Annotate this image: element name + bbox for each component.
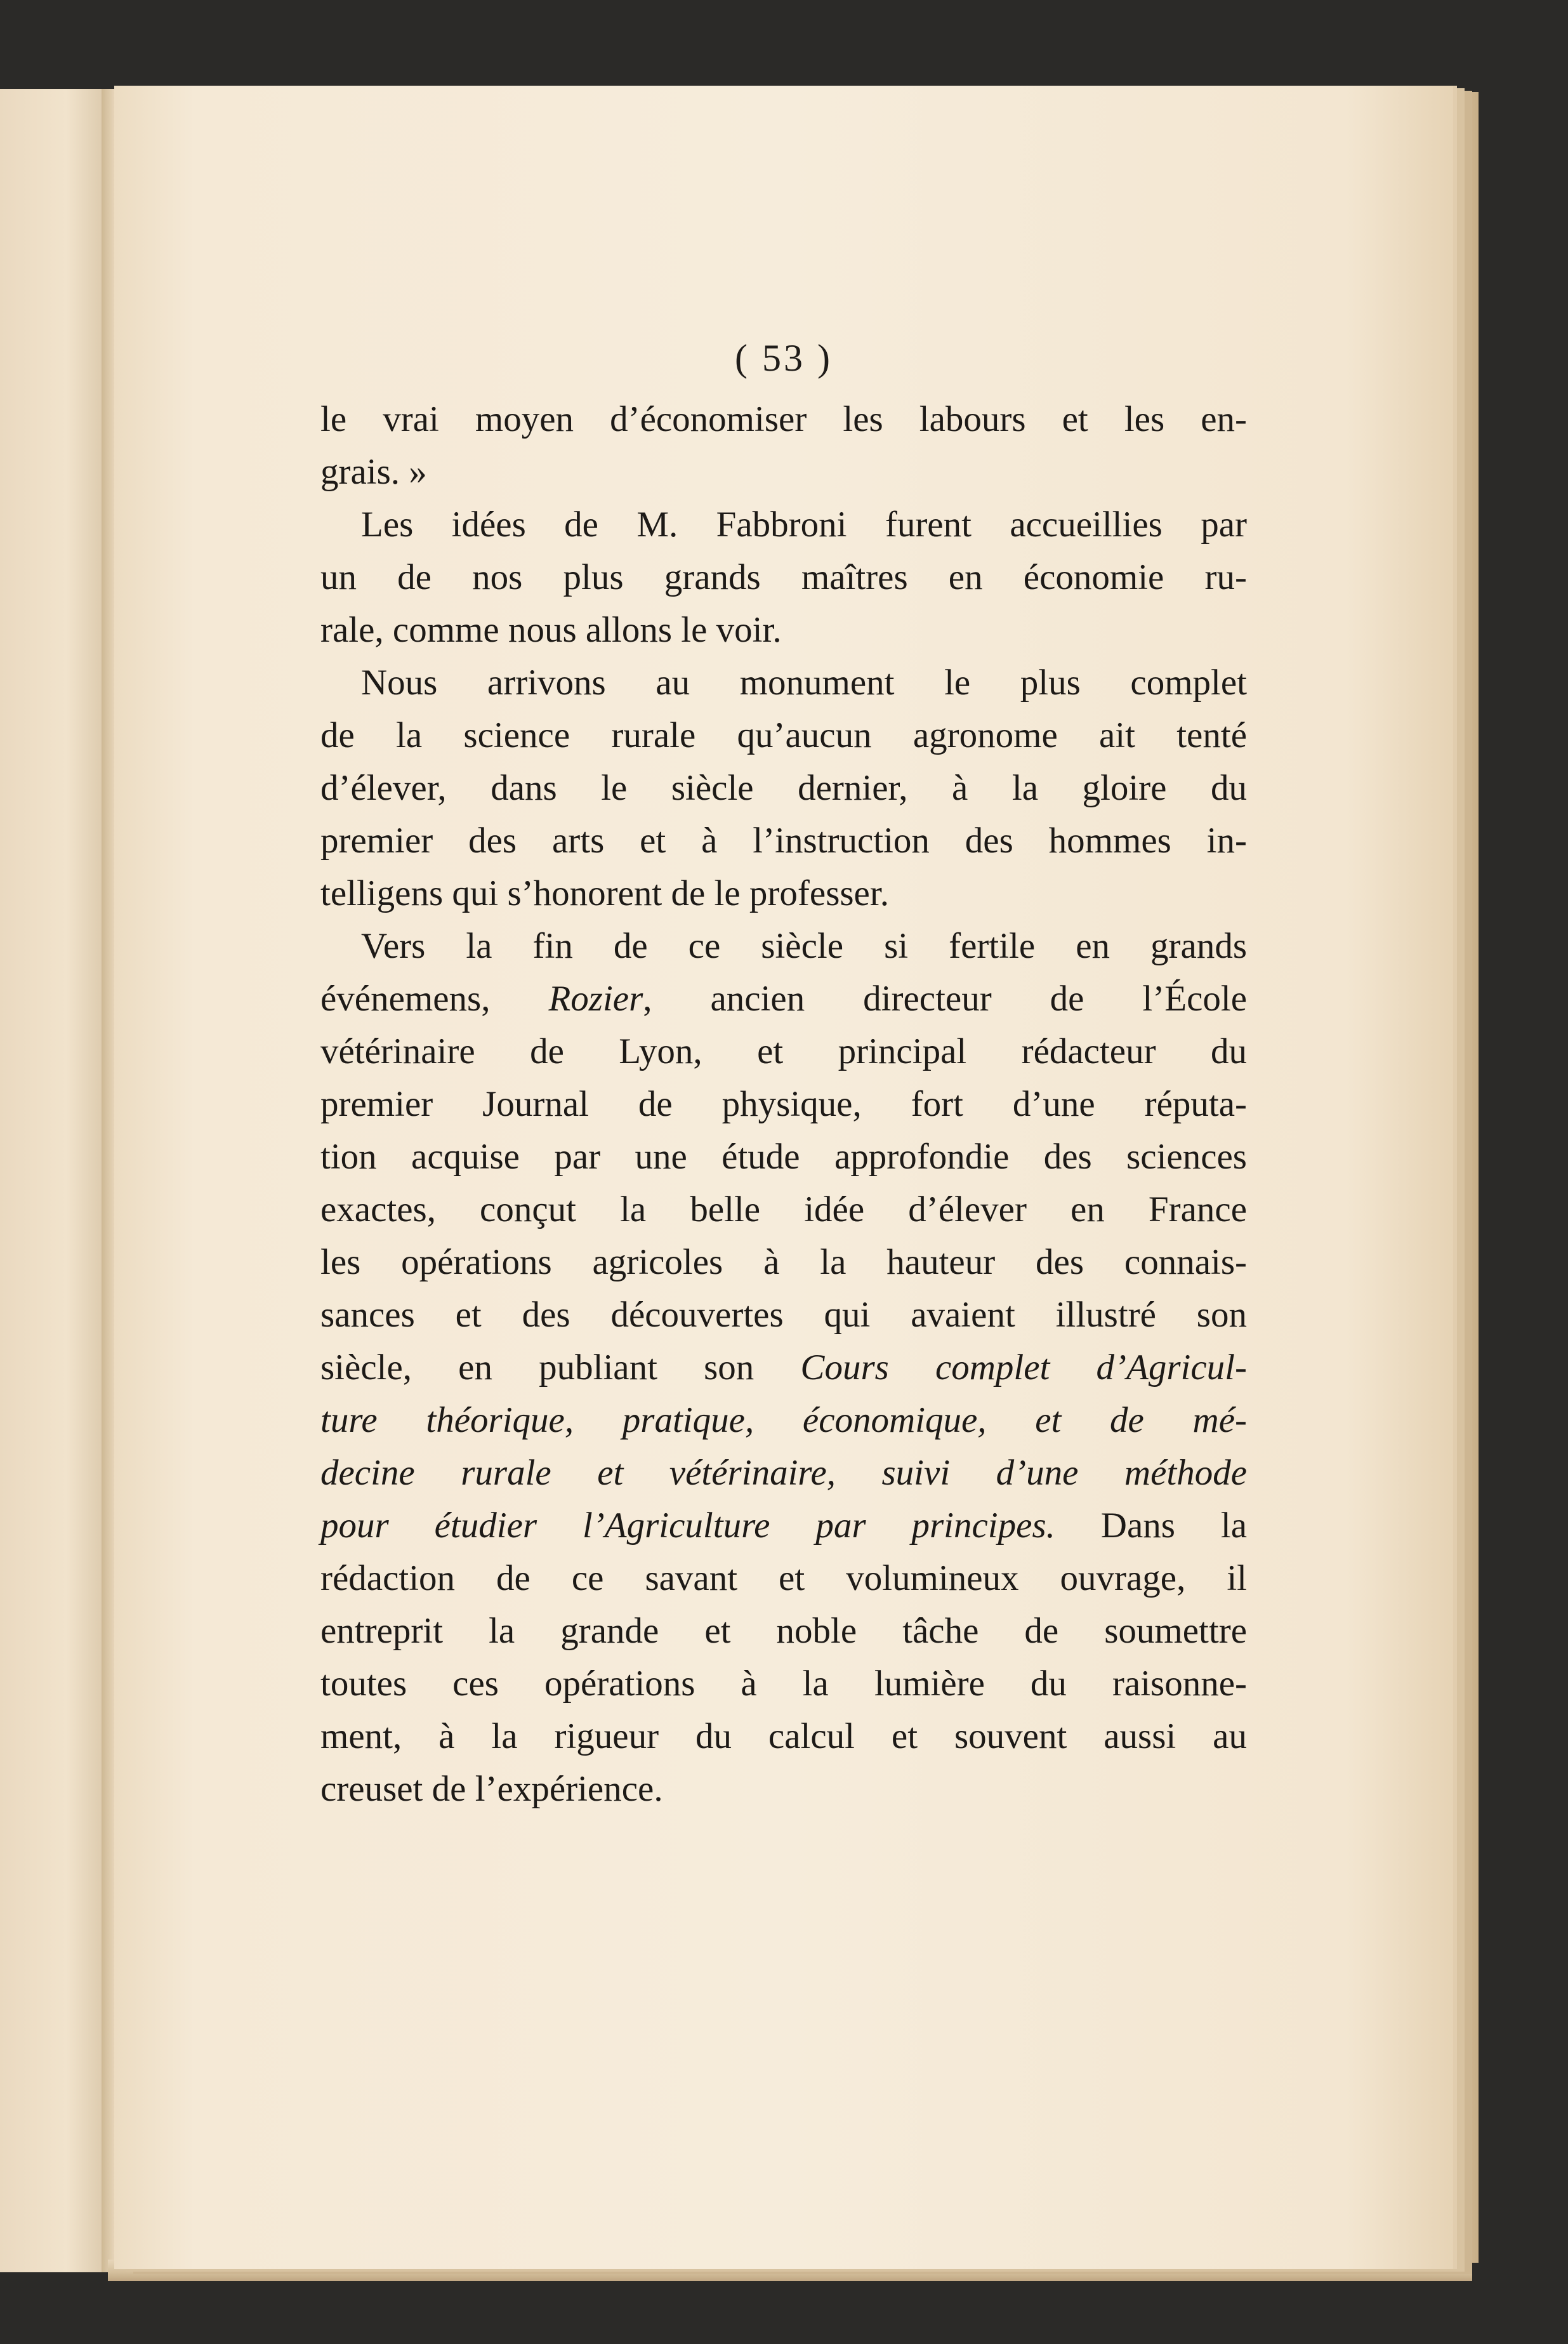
text-line: toutes ces opérations à la lumière du raisonne-	[320, 1664, 1247, 1704]
text-line: exactes, conçut la belle idée d’élever en France	[320, 1189, 1247, 1229]
text-line	[320, 1499, 1247, 1552]
text-line: ment, à la rigueur du calcul et souvent aussi au	[320, 1716, 1247, 1756]
text-line: telligens qui s’honorent de le professer.	[320, 873, 889, 913]
text-line: entreprit la grande et noble tâche de soumettre	[320, 1611, 1247, 1651]
author-name-rozier: Rozier	[548, 979, 643, 1019]
paragraph-1	[320, 393, 1247, 498]
text-line: un de nos plus grands maîtres en économie ru-	[320, 557, 1247, 597]
text-line: rédaction de ce savant et volumineux ouvrage, il	[320, 1558, 1247, 1598]
text-line: le vrai moyen d’économiser les labours et les en-	[320, 399, 1247, 439]
book-title-line: ture théorique, pratique, économique, et de mé-	[320, 1400, 1247, 1440]
paragraph-4	[320, 920, 1247, 1815]
text-line	[320, 972, 1247, 1025]
text-line: Vers la fin de ce siècle si fertile en grands	[361, 926, 1247, 966]
book-title: pour étudier l’Agriculture par principes.	[320, 1506, 1055, 1546]
book-title: Cours complet d’Agricul-	[800, 1347, 1247, 1387]
text-line: sances et des découvertes qui avaient illustré son	[320, 1295, 1247, 1335]
paragraph-2	[320, 498, 1247, 656]
text-line: grais. »	[320, 452, 427, 492]
text-line: vétérinaire de Lyon, et principal rédacteur du	[320, 1031, 1247, 1071]
text-run: , ancien directeur de l’École	[643, 979, 1248, 1019]
book-page	[114, 86, 1453, 2269]
page-edge-right	[1453, 92, 1479, 2263]
text-line: Les idées de M. Fabbroni furent accueillies par	[361, 505, 1247, 545]
text-line: Nous arrivons au monument le plus complet	[361, 663, 1247, 703]
text-run: siècle, en publiant son	[320, 1347, 801, 1387]
book-title-line: decine rurale et vétérinaire, suivi d’une méthode	[320, 1453, 1247, 1493]
text-line: creuset de l’expérience.	[320, 1769, 663, 1809]
text-line: d’élever, dans le siècle dernier, à la gloire du	[320, 768, 1247, 808]
text-run: Dans la	[1055, 1506, 1247, 1546]
text-line: tion acquise par une étude approfondie des sciences	[320, 1137, 1247, 1177]
text-line: premier des arts et à l’instruction des hommes in-	[320, 821, 1247, 861]
facing-page	[0, 89, 111, 2272]
text-line: premier Journal de physique, fort d’une réputa-	[320, 1084, 1247, 1124]
text-line: rale, comme nous allons le voir.	[320, 610, 782, 650]
body-text	[320, 393, 1247, 1815]
text-line: de la science rurale qu’aucun agronome ait tenté	[320, 715, 1247, 755]
paragraph-3	[320, 656, 1247, 920]
text-line	[320, 1341, 1247, 1394]
text-run: événemens,	[320, 979, 549, 1019]
text-line: les opérations agricoles à la hauteur des connais-	[320, 1242, 1247, 1282]
page-number: ( 53 )	[735, 337, 833, 379]
